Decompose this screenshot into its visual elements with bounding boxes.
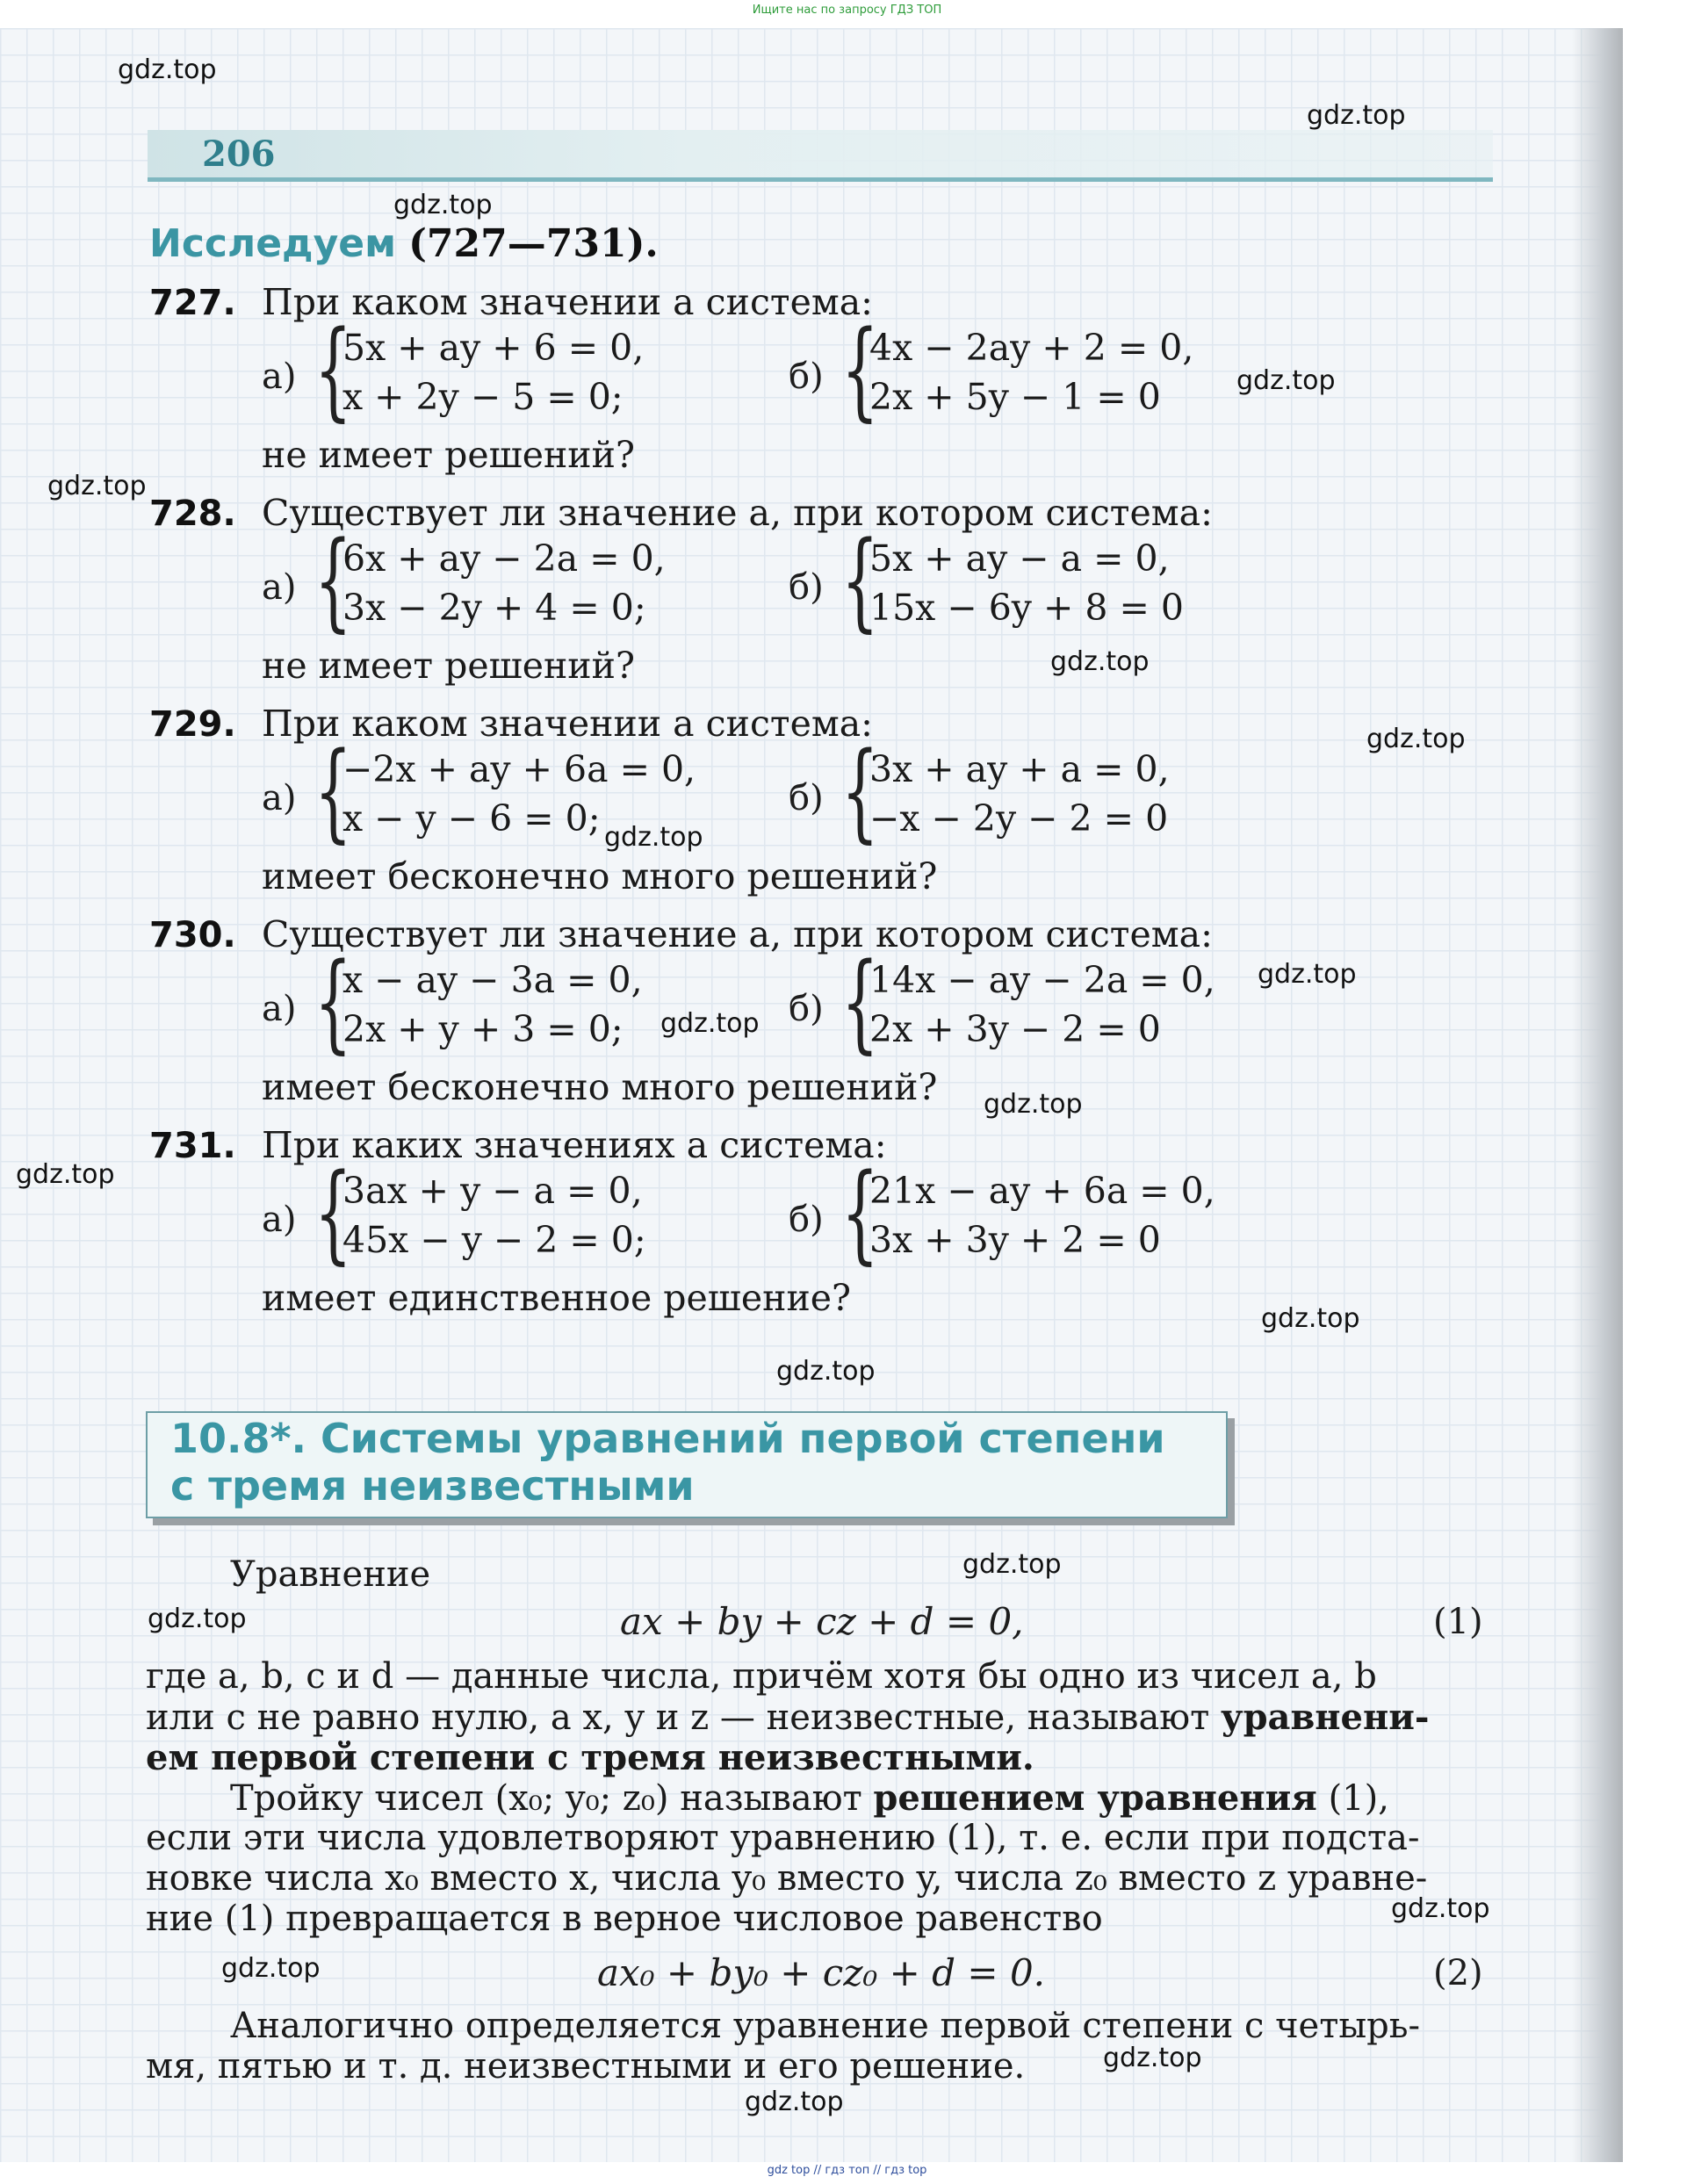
paragraph-2-line1 [230, 1777, 1389, 1819]
system-a-line1: 6x + ay − 2a = 0, [342, 537, 666, 580]
system-a-line2: 2x + y + 3 = 0; [342, 1008, 624, 1050]
site-watermark: gdz.top [1050, 646, 1150, 677]
right-margin [1623, 0, 1694, 2184]
system-a-line1: 3ax + y − a = 0, [342, 1170, 643, 1212]
system-brace: { [841, 518, 879, 643]
site-watermark: gdz.top [118, 54, 217, 85]
case-b-label: б) [789, 1200, 824, 1240]
system-a-line2: x + 2y − 5 = 0; [342, 376, 624, 418]
case-b-label: б) [789, 778, 824, 818]
case-a-label: а) [262, 1200, 297, 1240]
system-brace: { [314, 729, 352, 854]
problem-tail: не имеет решений? [262, 645, 635, 687]
site-watermark: gdz.top [1103, 2043, 1202, 2073]
system-brace: { [841, 940, 879, 1064]
system-b-line1: 3x + ay + a = 0, [869, 748, 1170, 790]
paragraph-text: или c не равно нулю, а x, y и z — неизвестные, называют [146, 1697, 1221, 1738]
system-b-line2: −x − 2y − 2 = 0 [869, 797, 1169, 840]
site-watermark: gdz.top [1261, 1303, 1360, 1334]
system-a-line2: x − y − 6 = 0; [342, 797, 601, 840]
site-watermark: gdz.top [604, 822, 703, 853]
header-rule [148, 177, 1493, 182]
system-b-line1: 4x − 2ay + 2 = 0, [869, 327, 1194, 369]
system-brace: { [841, 729, 879, 854]
term-bold: решением уравнения [873, 1777, 1317, 1819]
system-a-line1: −2x + ay + 6a = 0, [342, 748, 696, 790]
word-equation: Уравнение [230, 1554, 431, 1595]
problem-intro: При каком значении a система: [262, 703, 873, 745]
site-watermark: gdz.top [1307, 100, 1406, 131]
page-number: 206 [202, 133, 276, 175]
problem-intro: При каком значении a система: [262, 281, 873, 323]
site-watermark: gdz.top [1366, 724, 1466, 754]
bottom-note: gdz top // гдз топ // гдз top [767, 2164, 927, 2177]
site-watermark: gdz.top [393, 190, 493, 220]
case-a-label: а) [262, 778, 297, 818]
site-watermark: gdz.top [148, 1604, 247, 1634]
subsection-title-line1: 10.8*. Системы уравнений первой степени [170, 1415, 1165, 1462]
case-b-label: б) [789, 357, 824, 397]
section-heading [149, 221, 659, 266]
problem-tail: не имеет решений? [262, 434, 635, 476]
top-search-note: Ищите нас по запросу ГДЗ ТОП [752, 4, 942, 17]
section-title: Исследуем [149, 221, 397, 266]
site-watermark: gdz.top [660, 1008, 760, 1039]
site-watermark: gdz.top [1236, 365, 1336, 396]
system-brace: { [314, 307, 352, 432]
problem-tail: имеет единственное решение? [262, 1277, 852, 1319]
case-b-label: б) [789, 989, 824, 1029]
site-watermark: gdz.top [776, 1356, 876, 1387]
problem-number: 730. [149, 915, 236, 955]
problem-number: 728. [149, 494, 236, 534]
header-band [148, 130, 1493, 177]
equation-2-number: (2) [1433, 1953, 1483, 1993]
page-header [148, 130, 1493, 184]
site-watermark: gdz.top [745, 2087, 844, 2117]
page-spine-shadow [1572, 28, 1623, 2162]
system-a-line2: 3x − 2y + 4 = 0; [342, 587, 646, 629]
subsection-title-line2: с тремя неизвестными [170, 1462, 695, 1510]
paragraph-1-line1: где a, b, c и d — данные числа, причём хотя бы одно из чисел a, b [146, 1656, 1377, 1697]
system-b-line2: 2x + 5y − 1 = 0 [869, 376, 1161, 418]
paragraph-3-line1: Аналогично определяется уравнение первой степени с четырь- [230, 2006, 1421, 2046]
paragraph-2-line2: если эти числа удовлетворяют уравнению (1), т. е. если при подста- [146, 1818, 1420, 1858]
site-watermark: gdz.top [984, 1089, 1083, 1120]
problem-number: 731. [149, 1126, 236, 1166]
paragraph-2-line4: ние (1) превращается в верное числовое равенство [146, 1899, 1103, 1939]
system-b-line1: 21x − ay + 6a = 0, [869, 1170, 1215, 1212]
site-watermark: gdz.top [47, 471, 147, 501]
system-b-line2: 3x + 3y + 2 = 0 [869, 1219, 1161, 1261]
system-b-line1: 14x − ay − 2a = 0, [869, 959, 1215, 1001]
case-a-label: а) [262, 989, 297, 1029]
section-range: (727—731). [408, 221, 659, 266]
problem-intro: Существует ли значение a, при котором система: [262, 492, 1213, 534]
site-watermark: gdz.top [221, 1953, 321, 1984]
paragraph-1-line2 [146, 1697, 1430, 1738]
system-b-line1: 5x + ay − a = 0, [869, 537, 1170, 580]
system-brace: { [314, 1150, 352, 1275]
case-a-label: а) [262, 567, 297, 608]
problem-number: 727. [149, 283, 236, 323]
system-brace: { [841, 307, 879, 432]
problem-intro: Существует ли значение a, при котором система: [262, 913, 1213, 955]
case-b-label: б) [789, 567, 824, 608]
problem-number: 729. [149, 704, 236, 745]
system-a-line1: x − ay − 3a = 0, [342, 959, 643, 1001]
term-bold: уравнени- [1220, 1697, 1430, 1738]
paragraph-2-line3: новке числа x₀ вместо x, числа y₀ вместо y, числа z₀ вместо z уравне- [146, 1858, 1428, 1899]
problem-intro: При каких значениях a система: [262, 1124, 887, 1166]
site-watermark: gdz.top [16, 1159, 115, 1190]
equation-1-number: (1) [1433, 1602, 1483, 1642]
system-a-line2: 45x − y − 2 = 0; [342, 1219, 646, 1261]
subsection-heading-box [146, 1411, 1228, 1518]
system-a-line1: 5x + ay + 6 = 0, [342, 327, 645, 369]
paragraph-text: (1), [1316, 1778, 1389, 1819]
system-brace: { [841, 1150, 879, 1275]
site-watermark: gdz.top [1258, 959, 1357, 990]
problem-tail: имеет бесконечно много решений? [262, 1066, 938, 1108]
system-b-line2: 15x − 6y + 8 = 0 [869, 587, 1184, 629]
system-brace: { [314, 940, 352, 1064]
system-brace: { [314, 518, 352, 643]
paragraph-1-line3: ем первой степени с тремя неизвестными. [146, 1737, 1034, 1778]
equation-2: ax₀ + by₀ + cz₀ + d = 0. [597, 1951, 1046, 1994]
paragraph-3-line2: мя, пятью и т. д. неизвестными и его решение. [146, 2046, 1026, 2087]
system-b-line2: 2x + 3y − 2 = 0 [869, 1008, 1161, 1050]
site-watermark: gdz.top [1391, 1893, 1490, 1924]
equation-1: ax + by + cz + d = 0, [620, 1600, 1024, 1643]
problem-tail: имеет бесконечно много решений? [262, 855, 938, 897]
paragraph-text: Тройку чисел (x₀; y₀; z₀) называют [230, 1778, 874, 1819]
site-watermark: gdz.top [962, 1549, 1062, 1580]
case-a-label: а) [262, 357, 297, 397]
